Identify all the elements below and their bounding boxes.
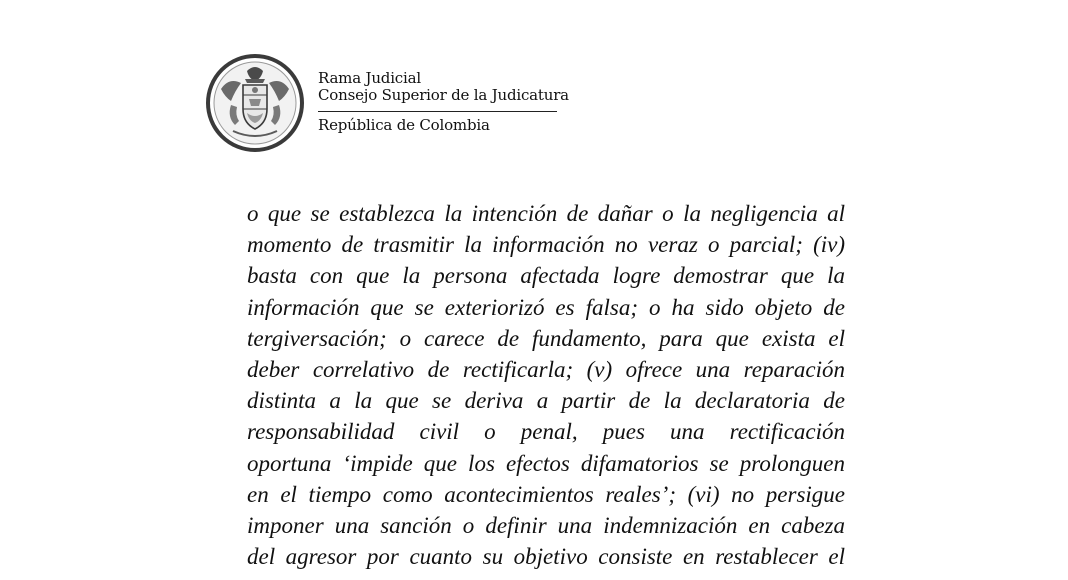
body-line: información que se exteriorizó es falsa; o ha sido objeto de	[247, 294, 845, 320]
organization-name: Rama Judicial	[318, 69, 421, 87]
letterhead	[205, 53, 569, 155]
document-body	[247, 198, 845, 572]
organization-council: Consejo Superior de la Judicatura	[318, 86, 569, 104]
organization-country: República de Colombia	[318, 116, 490, 134]
body-line: oportuna ‘impide que los efectos difamatorios se prolonguen	[247, 450, 845, 476]
body-line: del agresor por cuanto su objetivo consiste en restablecer el	[247, 544, 845, 570]
body-line: momento de trasmitir la información no veraz o parcial; (iv)	[247, 232, 845, 258]
header-divider	[318, 111, 557, 112]
body-line: basta con que la persona afectada logre demostrar que la	[247, 263, 845, 289]
colombia-coat-of-arms-icon	[205, 53, 305, 153]
body-line: distinta a la que se deriva a partir de la declaratoria de	[247, 388, 845, 414]
body-line: tergiversación; o carece de fundamento, para que exista el	[247, 325, 845, 351]
body-line: imponer una sanción o definir una indemnización en cabeza	[247, 512, 845, 538]
body-line: en el tiempo como acontecimientos reales’; (vi) no persigue	[247, 481, 845, 507]
body-line: responsabilidad civil o penal, pues una rectificación	[247, 419, 845, 445]
body-line: o que se establezca la intención de dañar o la negligencia al	[247, 201, 845, 226]
body-line: deber correlativo de rectificarla; (v) ofrece una reparación	[247, 356, 845, 382]
